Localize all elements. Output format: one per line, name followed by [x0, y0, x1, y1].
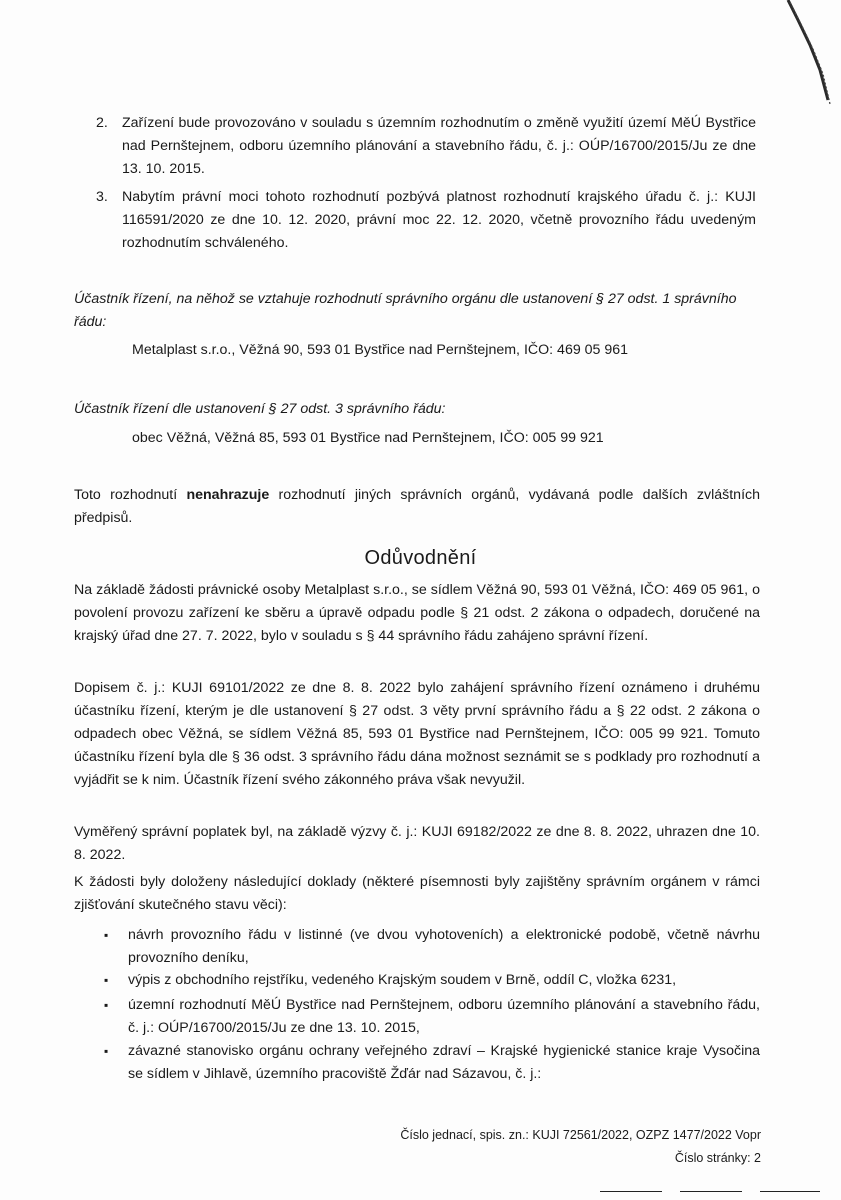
bullet-icon: ▪ [104, 973, 109, 987]
note-paragraph [74, 484, 760, 530]
participant-2-value: obec Věžná, Věžná 85, 593 01 Bystřice nad Pernštejnem, IČO: 005 99 921 [132, 430, 604, 446]
bullet-icon: ▪ [104, 928, 109, 942]
participant-1-value: Metalplast s.r.o., Věžná 90, 593 01 Bystřice nad Pernštejnem, IČO: 469 05 961 [132, 342, 629, 358]
list-item-text: závazné stanovisko orgánu ochrany veřejného zdraví – Krajské hygienické stanice kraje Vysočina se sídlem v Jihlavě, územního pracoviště Žďár nad Sázavou, č. j.: [128, 1043, 760, 1082]
section-heading: Odůvodnění [364, 547, 477, 569]
footer-page-number: Číslo stránky: 2 [674, 1151, 761, 1165]
paragraph-4: K žádosti byly doloženy následující doklady (některé písemnosti byly zajištěny správním orgánem v rámci zjišťování skutečného stavu věci): [74, 874, 760, 913]
item-text: Nabytím právní moci tohoto rozhodnutí pozbývá platnost rozhodnutí krajského úřadu č. j.: KUJI 116591/2020 ze dne 10. 12. 2020, právní moc 22. 12. 2020, včetně provozního řádu uvedeným rozhodnutím schváleného. [122, 189, 756, 251]
edge-line [680, 1191, 742, 1192]
item-number: 2. [96, 115, 108, 131]
bullet-icon: ▪ [104, 998, 109, 1012]
edge-line [760, 1191, 820, 1192]
paragraph-3: Vyměřený správní poplatek byl, na základě výzvy č. j.: KUJI 69182/2022 ze dne 8. 8. 2022, uhrazen dne 10. 8. 2022. [74, 824, 760, 863]
list-item-text: územní rozhodnutí MěÚ Bystřice nad Pernštejnem, odboru územního plánování a stavebního řádu, č. j.: OÚP/16700/2015/Ju ze dne 13. 10. 2015, [128, 997, 760, 1036]
participant-1-label: Účastník řízení, na něhož se vztahuje rozhodnutí správního orgánu dle ustanovení § 27 odst. 1 správního řádu: [74, 291, 737, 330]
note-bold: nenahrazuje [186, 487, 270, 503]
edge-line [600, 1191, 662, 1192]
paragraph-1: Na základě žádosti právnické osoby Metalplast s.r.o., se sídlem Věžná 90, 593 01 Věžná, IČO: 469 05 961, o povolení provozu zařízení ke sběru a úpravě odpadu podle § 21 odst. 2 zákona o odpadech, doručené na krajský úřad dne 27. 7. 2022, bylo v souladu s § 44 správního řádu zahájeno správní řízení. [74, 582, 760, 644]
list-item-text: výpis z obchodního rejstříku, vedeného Krajským soudem v Brně, oddíl C, vložka 6231, [128, 972, 677, 988]
footer-reference: Číslo jednací, spis. zn.: KUJI 72561/2022, OZPZ 1477/2022 Vopr [400, 1128, 761, 1142]
participant-2-label: Účastník řízení dle ustanovení § 27 odst. 3 správního řádu: [74, 401, 446, 417]
item-number: 3. [96, 189, 108, 205]
list-item-text: návrh provozního řádu v listinné (ve dvou vyhotoveních) a elektronické podobě, včetně návrhu provozního deníku, [128, 927, 760, 966]
note-after: rozhodnutí jiných správních orgánů, vydávaná podle dalších zvláštních předpisů. [74, 487, 760, 526]
item-text: Zařízení bude provozováno v souladu s územním rozhodnutím o změně využití území MěÚ Bystřice nad Pernštejnem, odboru územního plánování a stavebního řádu, č. j.: OÚP/16700/2015/Ju ze dne 13. 10. 2015. [122, 115, 756, 177]
scan-mark [770, 0, 841, 110]
note-before: Toto rozhodnutí [74, 487, 187, 503]
paragraph-2: Dopisem č. j.: KUJI 69101/2022 ze dne 8. 8. 2022 bylo zahájení správního řízení oznámeno i druhému účastníku řízení, kterým je dle ustanovení § 27 odst. 3 věty první správního řádu a § 22 odst. 2 zákona o odpadech obec Věžná, se sídlem Věžná 85, 593 01 Bystřice nad Pernštejnem, IČO: 005 99 921. Tomuto účastníku řízení byla dle § 36 odst. 3 správního řádu dána možnost seznámit se s podklady pro rozhodnutí a vyjádřit se k nim. Účastník řízení svého zákonného práva však nevyužil. [74, 680, 760, 788]
bullet-icon: ▪ [104, 1044, 109, 1058]
